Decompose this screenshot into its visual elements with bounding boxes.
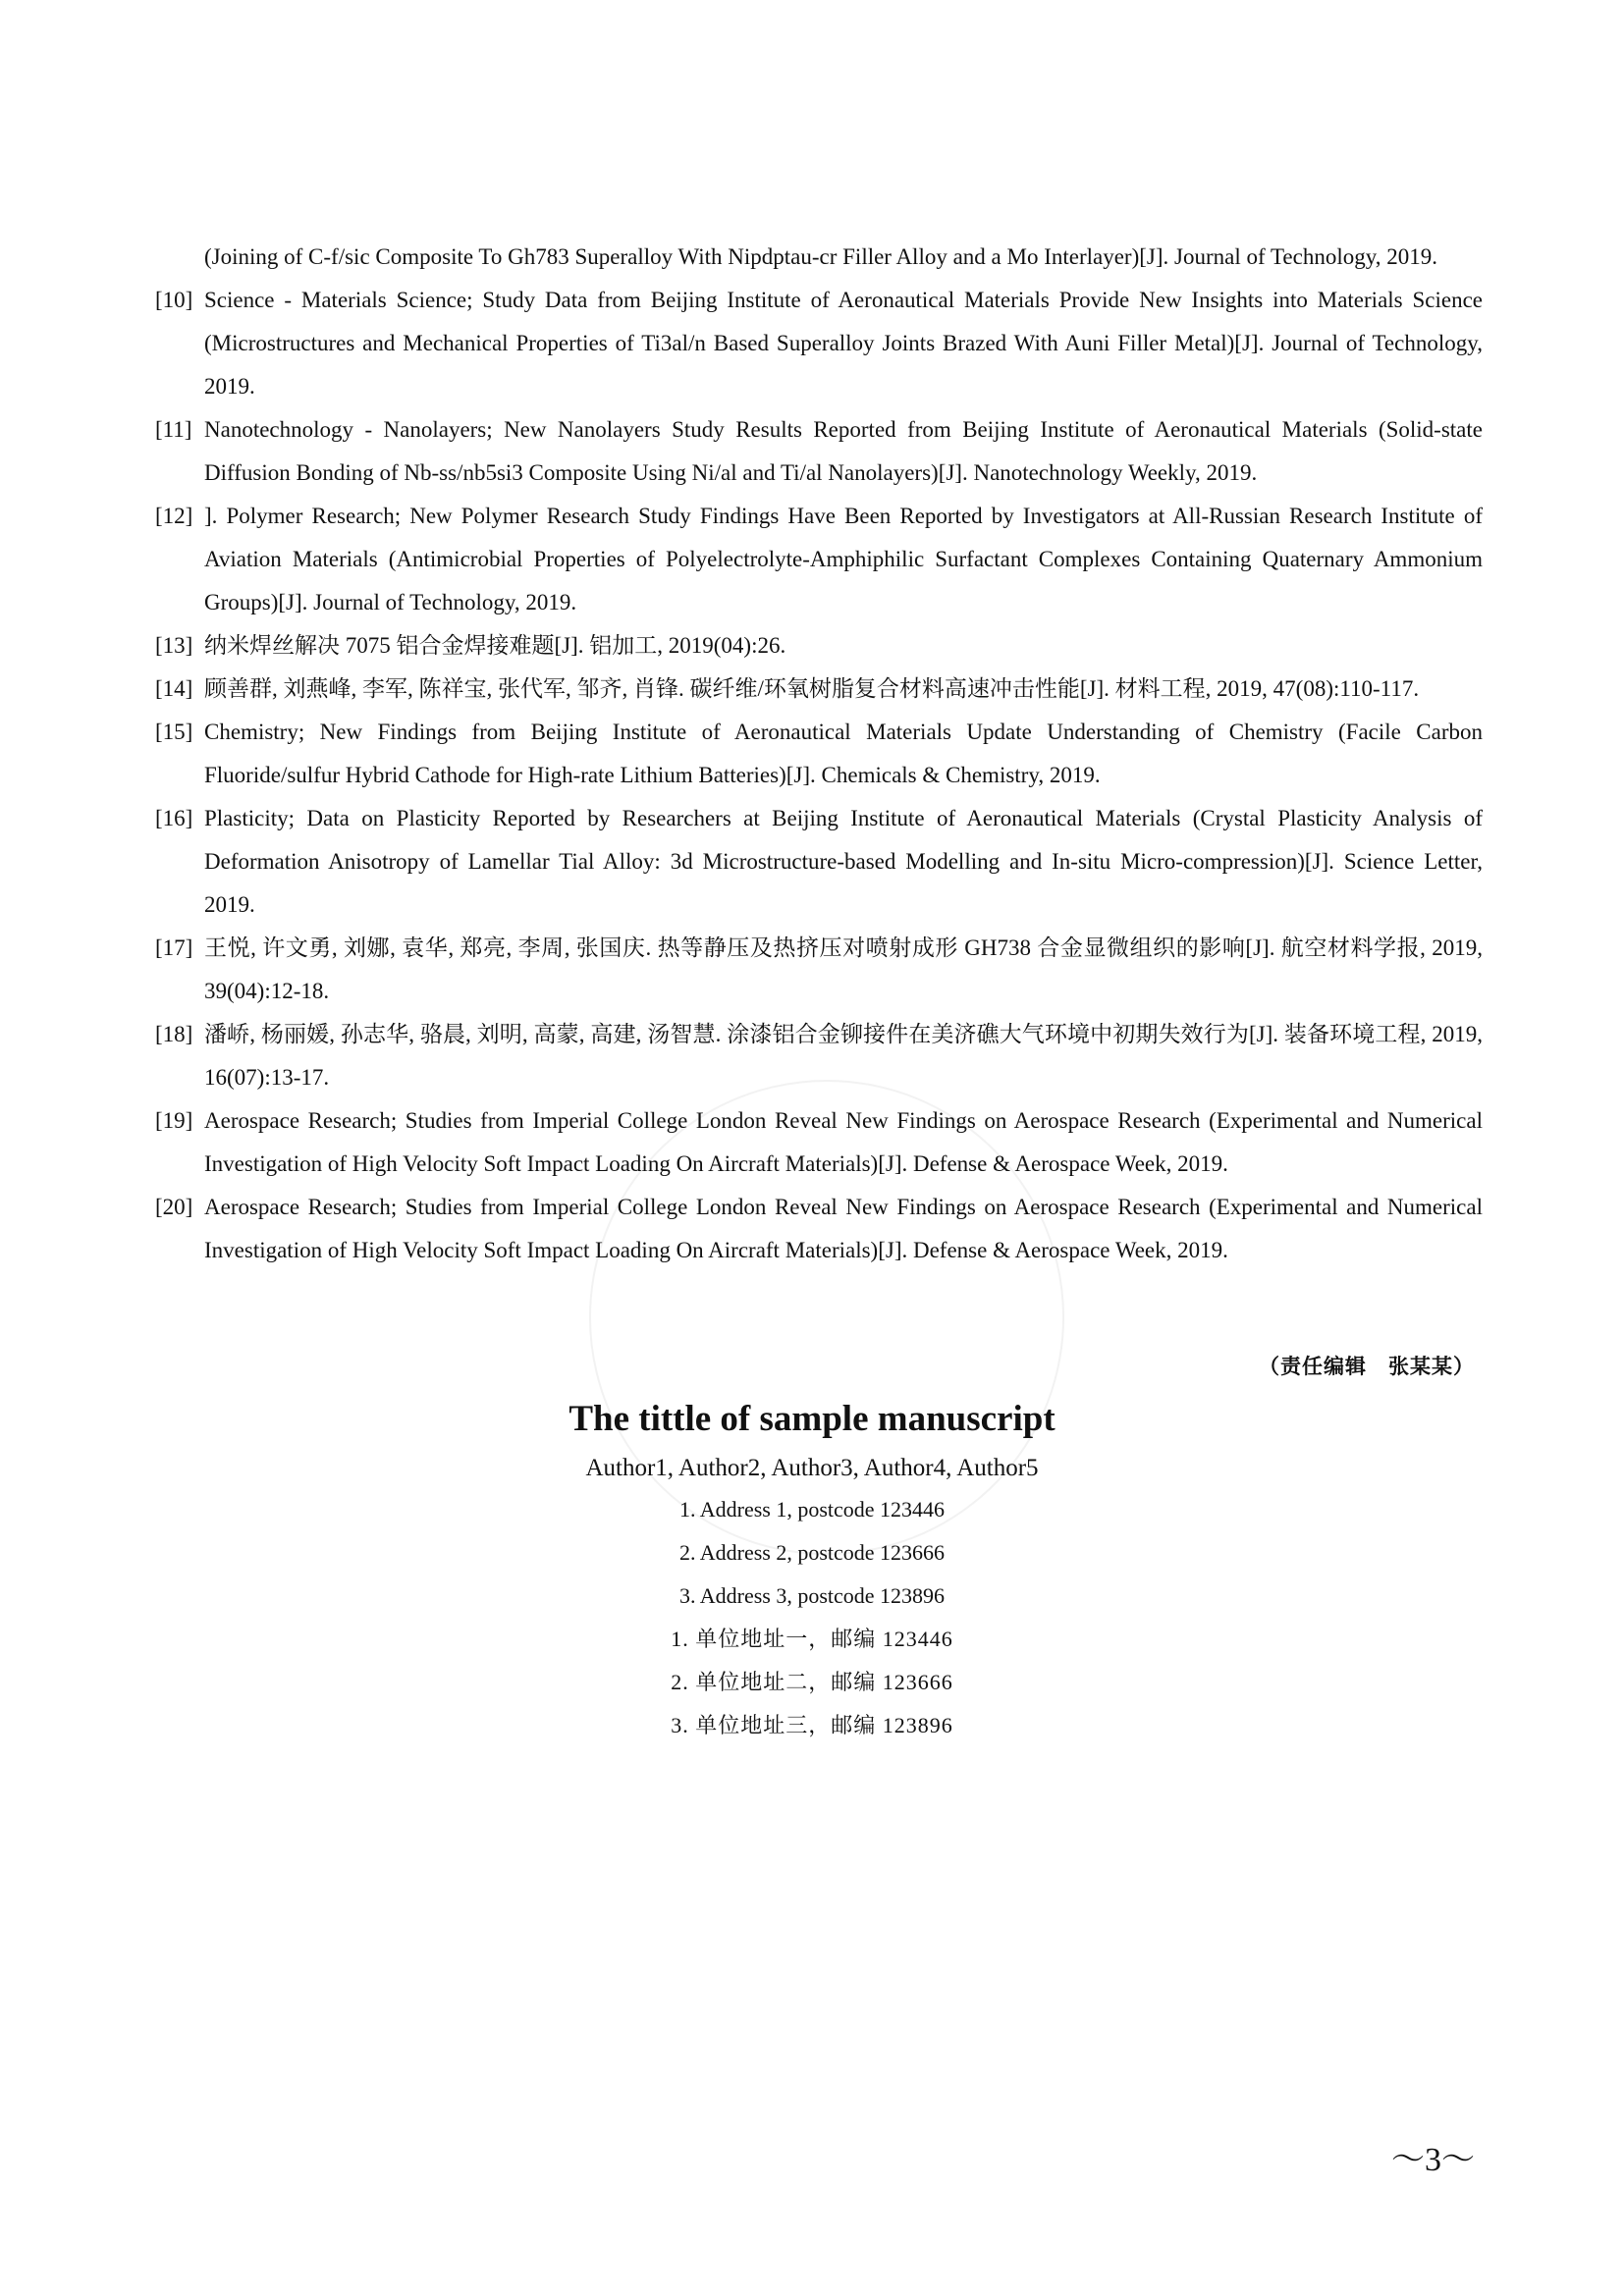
address-cn-1: 1. 单位地址一，邮编 123446: [671, 1627, 953, 1651]
reference-number: [16]: [155, 806, 193, 830]
reference-text: 王悦, 许文勇, 刘娜, 袁华, 郑亮, 李周, 张国庆. 热等静压及热挤压对喷射成形 GH738 合金显微组织的影响[J]. 航空材料学报, 2019, 39(04):12-18.: [204, 935, 1483, 1003]
reference-list: [155, 236, 1483, 1272]
reference-text: 纳米焊丝解决 7075 铝合金焊接难题[J]. 铝加工, 2019(04):26.: [204, 633, 786, 658]
reference-item: [155, 495, 1483, 624]
author-list: Author1, Author2, Author3, Author4, Author5: [585, 1455, 1039, 1481]
address-cn-3: 3. 单位地址三，邮编 123896: [671, 1713, 953, 1737]
reference-text: 顾善群, 刘燕峰, 李军, 陈祥宝, 张代军, 邹齐, 肖锋. 碳纤维/环氧树脂复合材料高速冲击性能[J]. 材料工程, 2019, 47(08):110-117.: [204, 676, 1420, 701]
address-cn-2: 2. 单位地址二，邮编 123666: [671, 1670, 953, 1694]
reference-number: [14]: [155, 676, 193, 701]
reference-text: ]. Polymer Research; New Polymer Research Study Findings Have Been Reported by Investigators at All-Russian Research Institute of Aviation Materials (Antimicrobial Properties of Polyelectrolyte-Amphiphilic Surfactant Complexes Containing Quaternary Ammonium Groups)[J]. Journal of Technology, 2019.: [204, 504, 1483, 614]
reference-number: [19]: [155, 1108, 193, 1133]
reference-item: [155, 624, 1483, 667]
reference-item: [155, 408, 1483, 495]
reference-number: [10]: [155, 288, 193, 312]
reference-number: [13]: [155, 633, 193, 658]
reference-text: 潘峤, 杨丽媛, 孙志华, 骆晨, 刘明, 高蒙, 高建, 汤智慧. 涂漆铝合金铆接件在美济礁大气环境中初期失效行为[J]. 装备环境工程, 2019, 16(07):13-17.: [204, 1022, 1483, 1090]
reference-text: Chemistry; New Findings from Beijing Institute of Aeronautical Materials Update Understanding of Chemistry (Facile Carbon Fluoride/sulfur Hybrid Cathode for High-rate Lithium Batteries)[J]. Chemicals & Chemistry, 2019.: [204, 720, 1483, 787]
reference-number: [15]: [155, 720, 193, 744]
reference-number: [12]: [155, 504, 193, 528]
reference-item: [155, 1186, 1483, 1272]
reference-number: [11]: [155, 417, 192, 442]
reference-number: [17]: [155, 935, 193, 960]
reference-text: Nanotechnology - Nanolayers; New Nanolayers Study Results Reported from Beijing Institute of Aeronautical Materials (Solid-state Diffusion Bonding of Nb-ss/nb5si3 Composite Using Ni/al and Ti/al Nanolayers)[J]. Nanotechnology Weekly, 2019.: [204, 417, 1483, 485]
reference-item: [155, 279, 1483, 408]
page-number: ～3～: [1391, 2142, 1475, 2178]
reference-item: [155, 711, 1483, 797]
address-en-2: 2. Address 2, postcode 123666: [678, 1540, 946, 1565]
reference-item: [155, 927, 1483, 1013]
reference-text: Plasticity; Data on Plasticity Reported by Researchers at Beijing Institute of Aeronautical Materials (Crystal Plasticity Analysis of Deformation Anisotropy of Lamellar Tial Alloy: 3d Microstructure-based Modelling and In-situ Micro-compression)[J]. Science Letter, 2019.: [204, 806, 1483, 917]
manuscript-title: The tittle of sample manuscript: [568, 1399, 1056, 1439]
reference-text: (Joining of C-f/sic Composite To Gh783 Superalloy With Nipdptau-cr Filler Alloy and a Mo Interlayer)[J]. Journal of Technology, 2019.: [204, 244, 1437, 269]
reference-item: [155, 1099, 1483, 1186]
reference-item: [155, 236, 1483, 279]
responsible-editor-note: （责任编辑 张某某）: [1259, 1355, 1475, 1378]
manuscript-header: [0, 1394, 1624, 1747]
address-en-1: 1. Address 1, postcode 123446: [678, 1497, 946, 1522]
reference-number: [20]: [155, 1195, 193, 1219]
reference-text: Science - Materials Science; Study Data from Beijing Institute of Aeronautical Materials Provide New Insights into Materials Science (Microstructures and Mechanical Properties of Ti3al/n Based Superalloy Joints Brazed With Auni Filler Metal)[J]. Journal of Technology, 2019.: [204, 288, 1483, 399]
reference-item: [155, 797, 1483, 927]
reference-number: [18]: [155, 1022, 193, 1046]
reference-item: [155, 1013, 1483, 1099]
reference-item: [155, 667, 1483, 711]
address-en-3: 3. Address 3, postcode 123896: [678, 1583, 946, 1608]
reference-text: Aerospace Research; Studies from Imperial College London Reveal New Findings on Aerospace Research (Experimental and Numerical Investigation of High Velocity Soft Impact Loading On Aircraft Materials)[J]. Defense & Aerospace Week, 2019.: [204, 1195, 1483, 1262]
reference-text: Aerospace Research; Studies from Imperial College London Reveal New Findings on Aerospace Research (Experimental and Numerical Investigation of High Velocity Soft Impact Loading On Aircraft Materials)[J]. Defense & Aerospace Week, 2019.: [204, 1108, 1483, 1176]
